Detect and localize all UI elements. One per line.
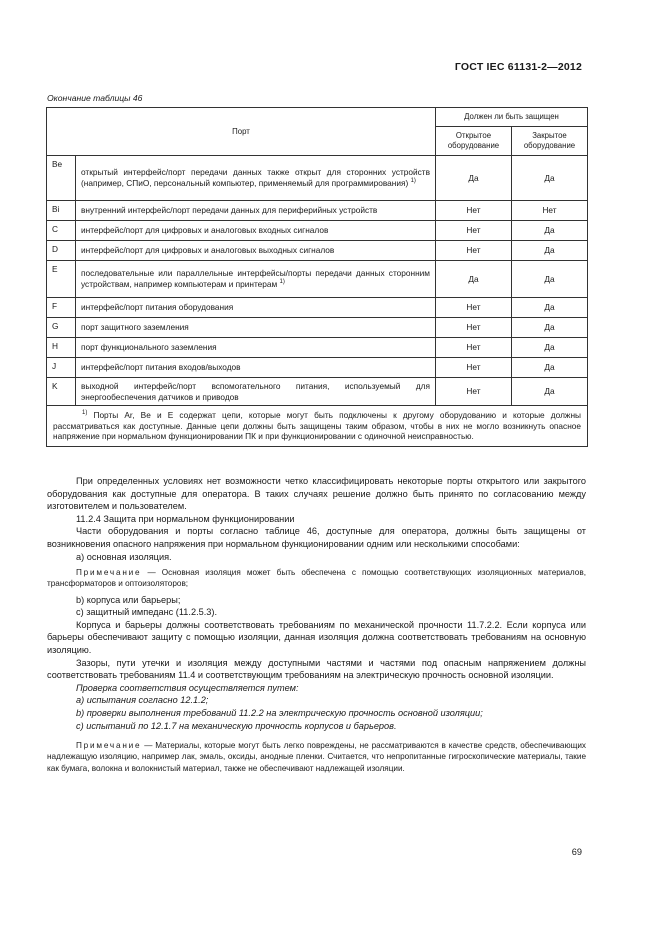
- note-label: Примечание: [76, 741, 142, 751]
- port-code: Bi: [47, 201, 76, 221]
- port-code: H: [47, 338, 76, 358]
- list-item: а) основная изоляция.: [76, 551, 172, 562]
- open-equipment-value: Нет: [436, 201, 512, 221]
- body-text: [47, 475, 586, 778]
- closed-equipment-value: Да: [512, 156, 588, 201]
- open-equipment-value: Нет: [436, 318, 512, 338]
- note-text: — Основная изоляция может быть обеспечена с помощью соответствующих изоляционных материалов, трансформаторов и оптоизоляторов;: [47, 568, 586, 589]
- ports-table: [46, 107, 588, 447]
- paragraph: Зазоры, пути утечки и изоляция между доступными частями и частями под опасным напряжением должны соответствовать требованиям 11.4 и соответствующим требованиям на электрическую прочность основной изоляции.: [47, 657, 586, 681]
- table-row: [47, 261, 588, 298]
- table-row: [47, 201, 588, 221]
- open-equipment-value: Нет: [436, 241, 512, 261]
- port-description: [76, 338, 436, 358]
- port-description-text: внутренний интерфейс/порт передачи данных для периферийных устройств: [81, 205, 378, 216]
- port-description: [76, 241, 436, 261]
- open-equipment-value: Нет: [436, 298, 512, 318]
- footnote-mark: 1): [82, 410, 88, 417]
- closed-equipment-value: Да: [512, 261, 588, 298]
- closed-equipment-value: Да: [512, 338, 588, 358]
- port-description-text: интерфейс/порт питания входов/выходов: [81, 362, 241, 373]
- table-caption: Окончание таблицы 46: [47, 93, 143, 103]
- port-description: [76, 261, 436, 298]
- open-equipment-value: Нет: [436, 338, 512, 358]
- port-description-text: порт функционального заземления: [81, 342, 217, 353]
- port-code: D: [47, 241, 76, 261]
- table-row: [47, 221, 588, 241]
- closed-equipment-value: Нет: [512, 201, 588, 221]
- list-item: b) проверки выполнения требований 11.2.2 на электрическую прочность основной изоляции;: [76, 707, 483, 718]
- section-heading: 11.2.4 Защита при нормальном функционировании: [76, 513, 295, 524]
- port-description-text: интерфейс/порт для цифровых и аналоговых выходных сигналов: [81, 245, 335, 256]
- port-column-header: Порт: [47, 108, 436, 156]
- table-footnote: [47, 406, 588, 447]
- port-description-text: порт защитного заземления: [81, 322, 189, 333]
- note: [47, 740, 586, 774]
- port-code: F: [47, 298, 76, 318]
- table-row: [47, 378, 588, 406]
- footnote-ref: 1): [279, 279, 285, 286]
- closed-equipment-value: Да: [512, 378, 588, 406]
- table-row: [47, 298, 588, 318]
- paragraph: Проверка соответствия осуществляется путем:: [76, 682, 299, 693]
- port-code: E: [47, 261, 76, 298]
- port-code: Be: [47, 156, 76, 201]
- paragraph: При определенных условиях нет возможности четко классифицировать некоторые порты открытого или закрытого оборудования как доступные для оператора. В таких случаях решение должно быть принято по согласованию между изготовителем и пользователем.: [47, 476, 586, 512]
- port-description-text: последовательные или параллельные интерфейсы/порты передачи данных сторонним устройствам, например компьютерам и принтерам: [81, 268, 430, 289]
- port-description: [76, 156, 436, 201]
- port-description-text: открытый интерфейс/порт передачи данных также открыт для сторонних устройств (например, СПиО, персональный компьютер, применяемый для программирования): [81, 167, 430, 188]
- document-header: ГОСТ IEC 61131-2—2012: [454, 61, 582, 73]
- port-description: [76, 358, 436, 378]
- table-row: [47, 241, 588, 261]
- open-equipment-value: Нет: [436, 358, 512, 378]
- open-equipment-value: Да: [436, 261, 512, 298]
- port-description-text: интерфейс/порт для цифровых и аналоговых входных сигналов: [81, 225, 329, 236]
- list-item: b) корпуса или барьеры;: [76, 594, 181, 605]
- footnote-ref: 1): [410, 178, 416, 185]
- open-equipment-header: Открытое оборудование: [436, 127, 512, 156]
- closed-equipment-value: Да: [512, 221, 588, 241]
- protection-group-header: Должен ли быть защищен: [436, 108, 588, 127]
- open-equipment-value: Да: [436, 156, 512, 201]
- port-description-text: интерфейс/порт питания оборудования: [81, 302, 234, 313]
- port-description: [76, 201, 436, 221]
- note-label: Примечание: [76, 568, 142, 578]
- port-description: [76, 378, 436, 406]
- closed-equipment-value: Да: [512, 298, 588, 318]
- port-description: [76, 298, 436, 318]
- port-code: C: [47, 221, 76, 241]
- table-row: [47, 156, 588, 201]
- table-row: [47, 318, 588, 338]
- open-equipment-value: Нет: [436, 378, 512, 406]
- port-code: K: [47, 378, 76, 406]
- list-item: c) испытаний по 12.1.7 на механическую прочность корпусов и барьеров.: [76, 720, 397, 731]
- port-description: [76, 221, 436, 241]
- paragraph: Корпуса и барьеры должны соответствовать требованиям по механической прочности 11.7.2.2. Если корпуса или барьеры обеспечивают защиту с помощью изоляции, данная изоляция должна соответствовать требованиям на основную изоляцию.: [47, 619, 586, 655]
- note: [47, 567, 586, 589]
- closed-equipment-value: Да: [512, 318, 588, 338]
- page-number: 69: [571, 847, 582, 857]
- list-item: c) защитный импеданс (11.2.5.3).: [76, 607, 218, 618]
- note-text: — Материалы, которые могут быть легко повреждены, не рассматриваются в качестве средств, обеспечивающих надлежащую изоляцию, например лак, эмаль, оксиды, анодные пленки. Считается, что непропитанные гигроскопические материалы, такие как бумага, волокна и волокнистый материал, также не обеспечивают надлежащей изоляции.: [47, 741, 586, 773]
- port-description-text: выходной интерфейс/порт вспомогательного питания, используемый для энергообеспечения датчиков и приводов: [81, 381, 430, 402]
- table-row: [47, 338, 588, 358]
- table-row: [47, 358, 588, 378]
- footnote-text: Порты Ar, Be и E содержат цепи, которые могут быть подключены к другому оборудованию и которые должны рассматриваться как доступные. Данные цепи должны быть защищены таким образом, чтобы в них не могло возникнуть опасное напряжение при нормальном функционировании ПК и при функционировании с одиночной неисправностью.: [53, 410, 582, 442]
- closed-equipment-value: Да: [512, 241, 588, 261]
- list-item: а) испытания согласно 12.1.2;: [76, 695, 209, 706]
- port-description: [76, 318, 436, 338]
- closed-equipment-header: Закрытое оборудование: [512, 127, 588, 156]
- paragraph: Части оборудования и порты согласно таблице 46, доступные для оператора, должны быть защищены от возникновения опасного напряжения при нормальном функционировании одним или несколькими способами:: [47, 526, 586, 549]
- port-code: J: [47, 358, 76, 378]
- open-equipment-value: Нет: [436, 221, 512, 241]
- closed-equipment-value: Да: [512, 358, 588, 378]
- port-code: G: [47, 318, 76, 338]
